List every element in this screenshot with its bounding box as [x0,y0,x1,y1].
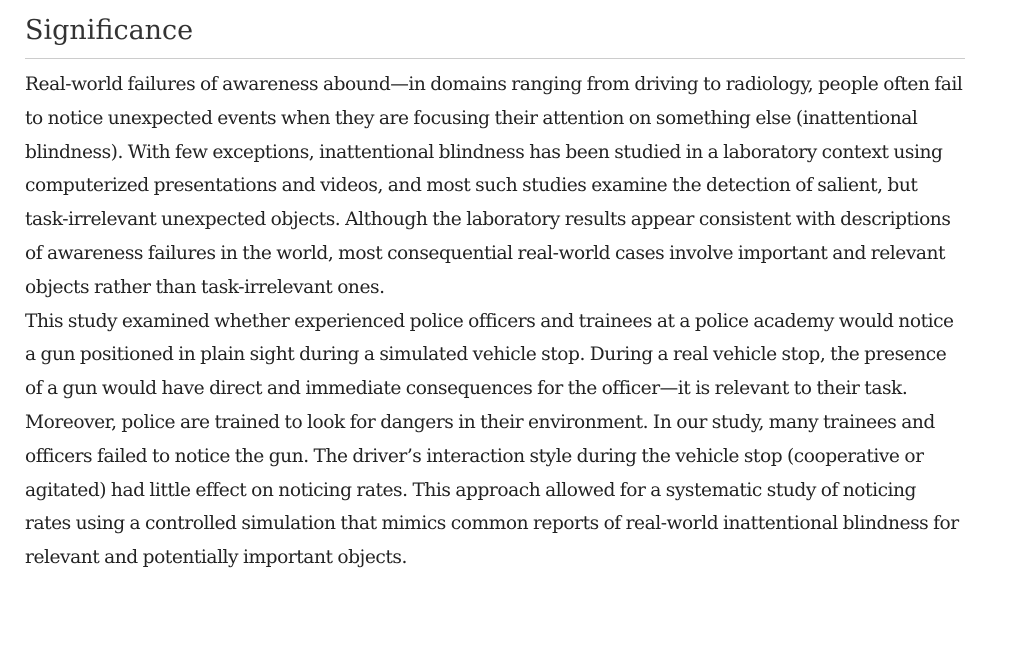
section-heading: Significance [25,0,965,59]
paragraph-2: This study examined whether experienced police officers and trainees at a police academy would notice a gun positioned in plain sight during a simulated vehicle stop. During a real vehicle stop, the presence of a gun would have direct and immediate consequences for the officer—it is relevant to their task. Moreover, police are trained to look for dangers in their environment. In our study, many trainees and officers failed to notice the gun. The driver’s interaction style during the vehicle stop (cooperative or agitated) had little effect on noticing rates. This approach allowed for a systematic study of noticing rates using a controlled simulation that mimics common reports of real-world inattentional blindness for relevant and potentially important objects. [25,310,959,569]
paragraph-1: Real-world failures of awareness abound—in domains ranging from driving to radiology, people often fail to notice unexpected events when they are focusing their attention on something else (inattentional blindness). With few exceptions, inattentional blindness has been studied in a laboratory context using computerized presentations and videos, and most such studies examine the detection of salient, but task-irrelevant unexpected objects. Although the laboratory results appear consistent with descriptions of awareness failures in the world, most consequential real-world cases involve important and relevant objects rather than task-irrelevant ones. [25,74,963,298]
significance-section [25,0,965,575]
